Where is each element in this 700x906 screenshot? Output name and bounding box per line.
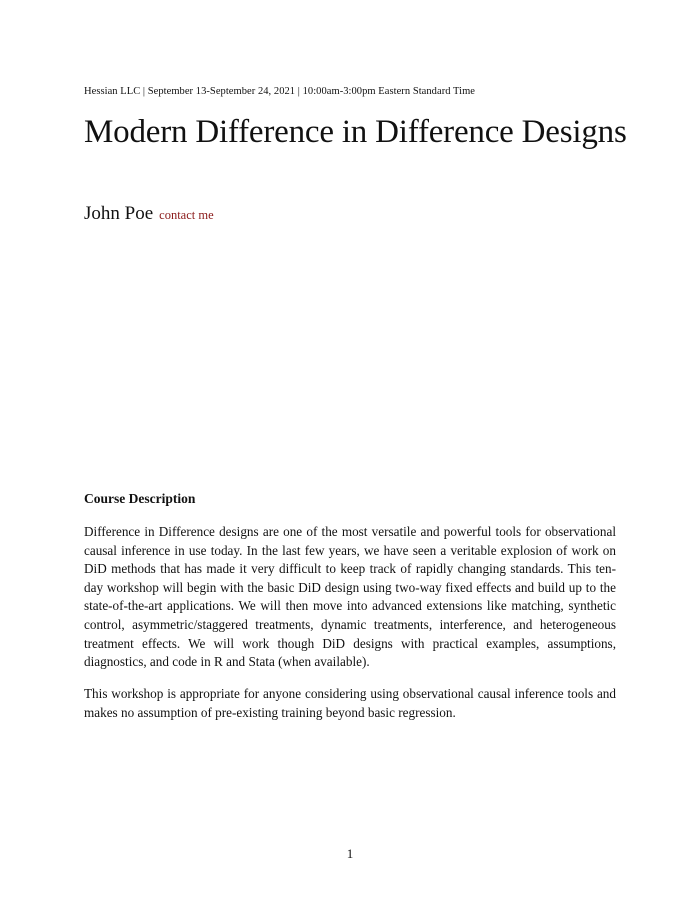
- document-title: Modern Difference in Difference Designs: [84, 114, 627, 150]
- course-description-paragraph: Difference in Difference designs are one of the most versatile and powerful tools for observational causal inference in use today. In the last few years, we have seen a veritable explosion of work on DiD methods that has made it very difficult to keep track of rapidly changing standards. This ten-day workshop will begin with the basic DiD design using two-way fixed effects and build up to the state-of-the-art applications. We will then move into advanced extensions like matching, synthetic control, asymmetric/staggered treatments, dynamic treatments, interference, and heterogeneous treatment effects. We will work though DiD designs with practical examples, assumptions, diagnostics, and code in R and Stata (when available).: [84, 524, 616, 670]
- event-info-header: Hessian LLC | September 13-September 24, 2021 | 10:00am-3:00pm Eastern Standard Time: [84, 86, 476, 97]
- audience-paragraph: This workshop is appropriate for anyone considering using observational causal inference tools and makes no assumption of pre-existing training beyond basic regression.: [84, 686, 616, 720]
- course-description-heading: Course Description: [84, 491, 196, 506]
- author-name: John Poe: [84, 203, 154, 224]
- contact-me-link[interactable]: contact me: [159, 208, 214, 222]
- page-number: 1: [346, 846, 354, 861]
- author-line: [84, 203, 214, 225]
